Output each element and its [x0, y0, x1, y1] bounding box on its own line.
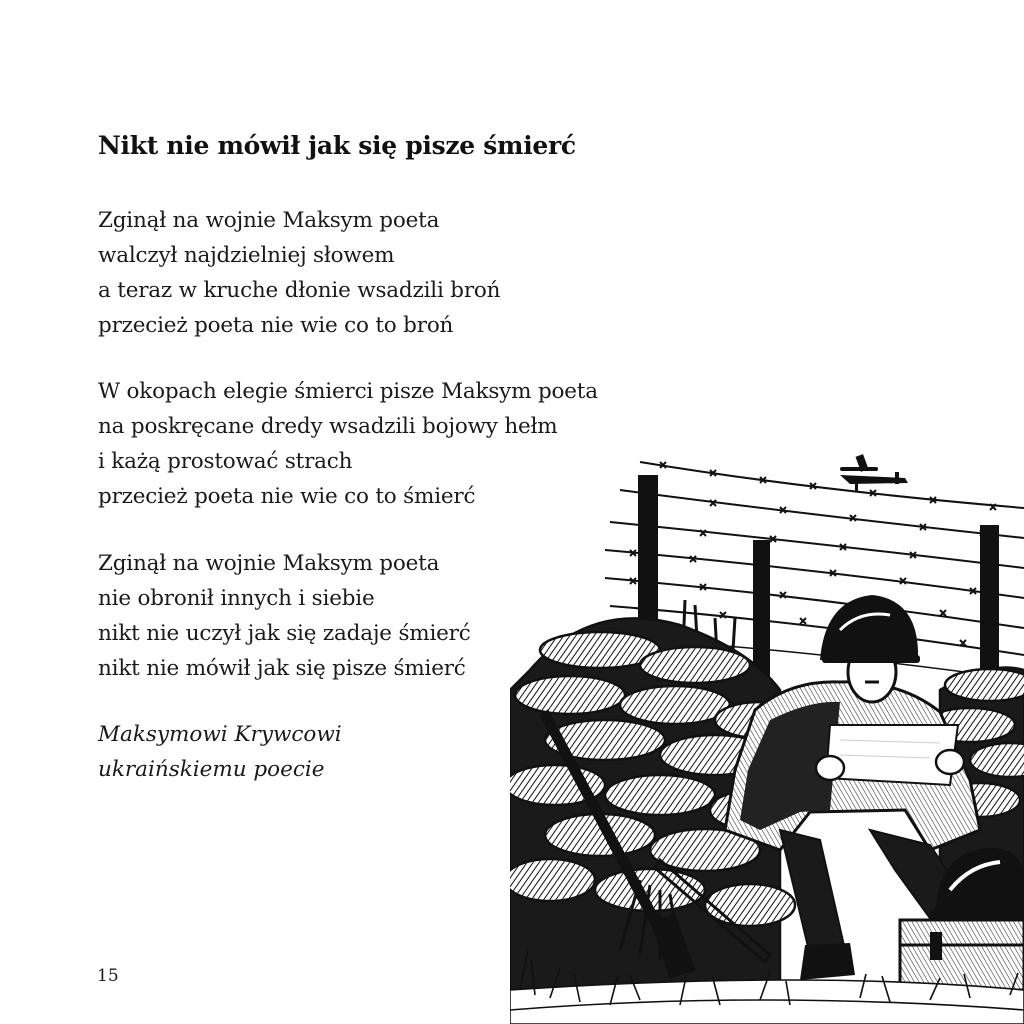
fence-post	[753, 540, 770, 680]
verse-line: na poskręcane dredy wsadzili bojowy hełm	[98, 414, 558, 439]
verse-line: nikt nie uczył jak się zadaje śmierć	[98, 621, 471, 646]
dedication	[98, 717, 342, 787]
page-number: 15	[97, 966, 119, 986]
trench-illustration	[510, 450, 1024, 1024]
dedication-line: ukraińskiemu poecie	[98, 757, 325, 782]
verse-line: a teraz w kruche dłonie wsadzili broń	[98, 278, 501, 303]
poem-title: Nikt nie mówił jak się pisze śmierć	[98, 131, 576, 160]
verse-line: przecież poeta nie wie co to broń	[98, 313, 454, 338]
helmet-icon	[820, 595, 920, 663]
fence-post	[980, 525, 999, 675]
verse-line: Zginął na wojnie Maksym poeta	[98, 208, 440, 233]
verse-line: nie obronił innych i siebie	[98, 586, 375, 611]
ammo-crate	[900, 920, 1024, 990]
dedication-line: Maksymowi Krywcowi	[98, 722, 342, 747]
stanza-3	[98, 546, 471, 686]
verse-line: walczył najdzielniej słowem	[98, 243, 395, 268]
biplane-icon	[840, 454, 908, 491]
verse-line: W okopach elegie śmierci pisze Maksym poeta	[98, 379, 598, 404]
verse-line: Zginął na wojnie Maksym poeta	[98, 551, 440, 576]
verse-line: nikt nie mówił jak się pisze śmierć	[98, 656, 466, 681]
verse-line: przecież poeta nie wie co to śmierć	[98, 484, 476, 509]
verse-line: i każą prostować strach	[98, 449, 353, 474]
stanza-1	[98, 203, 500, 343]
